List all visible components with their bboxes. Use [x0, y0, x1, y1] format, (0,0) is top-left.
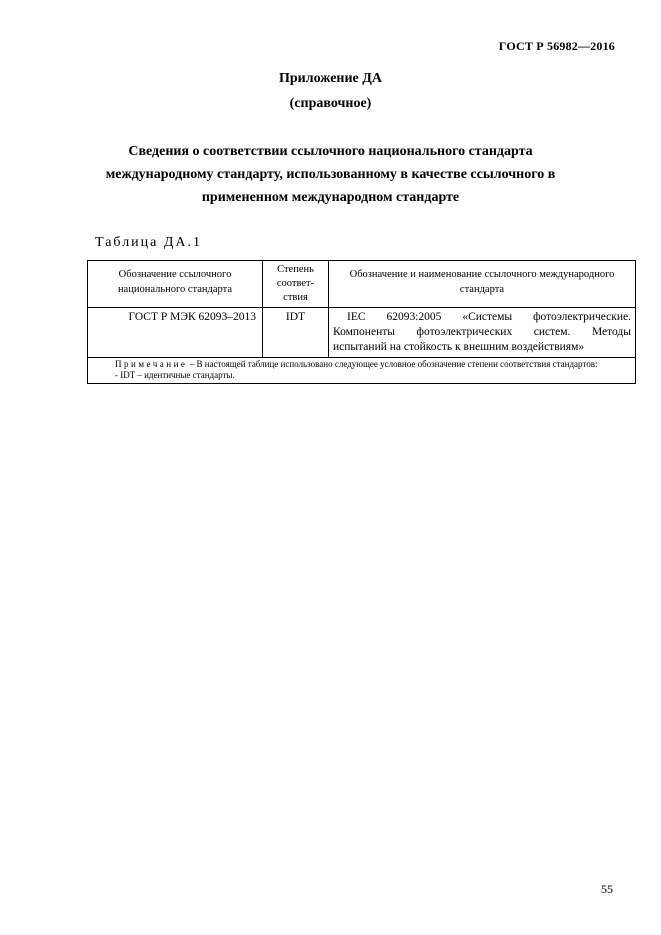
header-national-standard: Обозначение ссылочного национального стандарта [88, 261, 263, 308]
heading-line: примененном международном стандарте [201, 190, 460, 205]
international-standard-text: IEC 62093:2005 «Системы фотоэлектрические. Компоненты фотоэлектрических систем. Методы испытаний на стойкость к внешним воздействиям» [333, 311, 631, 353]
table-note [88, 358, 636, 384]
heading-line: Сведения о соответствии ссылочного национального стандарта [128, 144, 533, 159]
table-caption: Таблица ДА.1 [95, 235, 203, 250]
page-number: 55 [601, 882, 613, 896]
note-label: Примечание [115, 359, 188, 369]
correspondence-table [87, 260, 636, 384]
cell-degree: IDT [263, 308, 329, 358]
document-code: ГОСТ Р 56982—2016 [498, 39, 615, 53]
note-text [93, 359, 630, 370]
heading-line: международному стандарту, использованному в качестве ссылочного в [105, 167, 556, 182]
table-header-row [88, 261, 636, 308]
header-degree: Степень соответ- ствия [263, 261, 329, 308]
section-heading [60, 140, 601, 209]
header-international-standard: Обозначение и наименование ссылочного международного стандарта [329, 261, 636, 308]
table-row [88, 308, 636, 358]
cell-international-standard [329, 308, 636, 358]
note-item: - IDT – идентичные стандарты. [115, 370, 235, 380]
table-note-row [88, 358, 636, 384]
appendix-title: Приложение ДА [278, 71, 383, 86]
appendix-subtitle: (справочное) [289, 96, 372, 111]
note-body: – В настоящей таблице использовано следующее условное обозначение степени соответствия стандартов: [187, 359, 598, 369]
cell-national-standard: ГОСТ Р МЭК 62093–2013 [88, 308, 263, 358]
